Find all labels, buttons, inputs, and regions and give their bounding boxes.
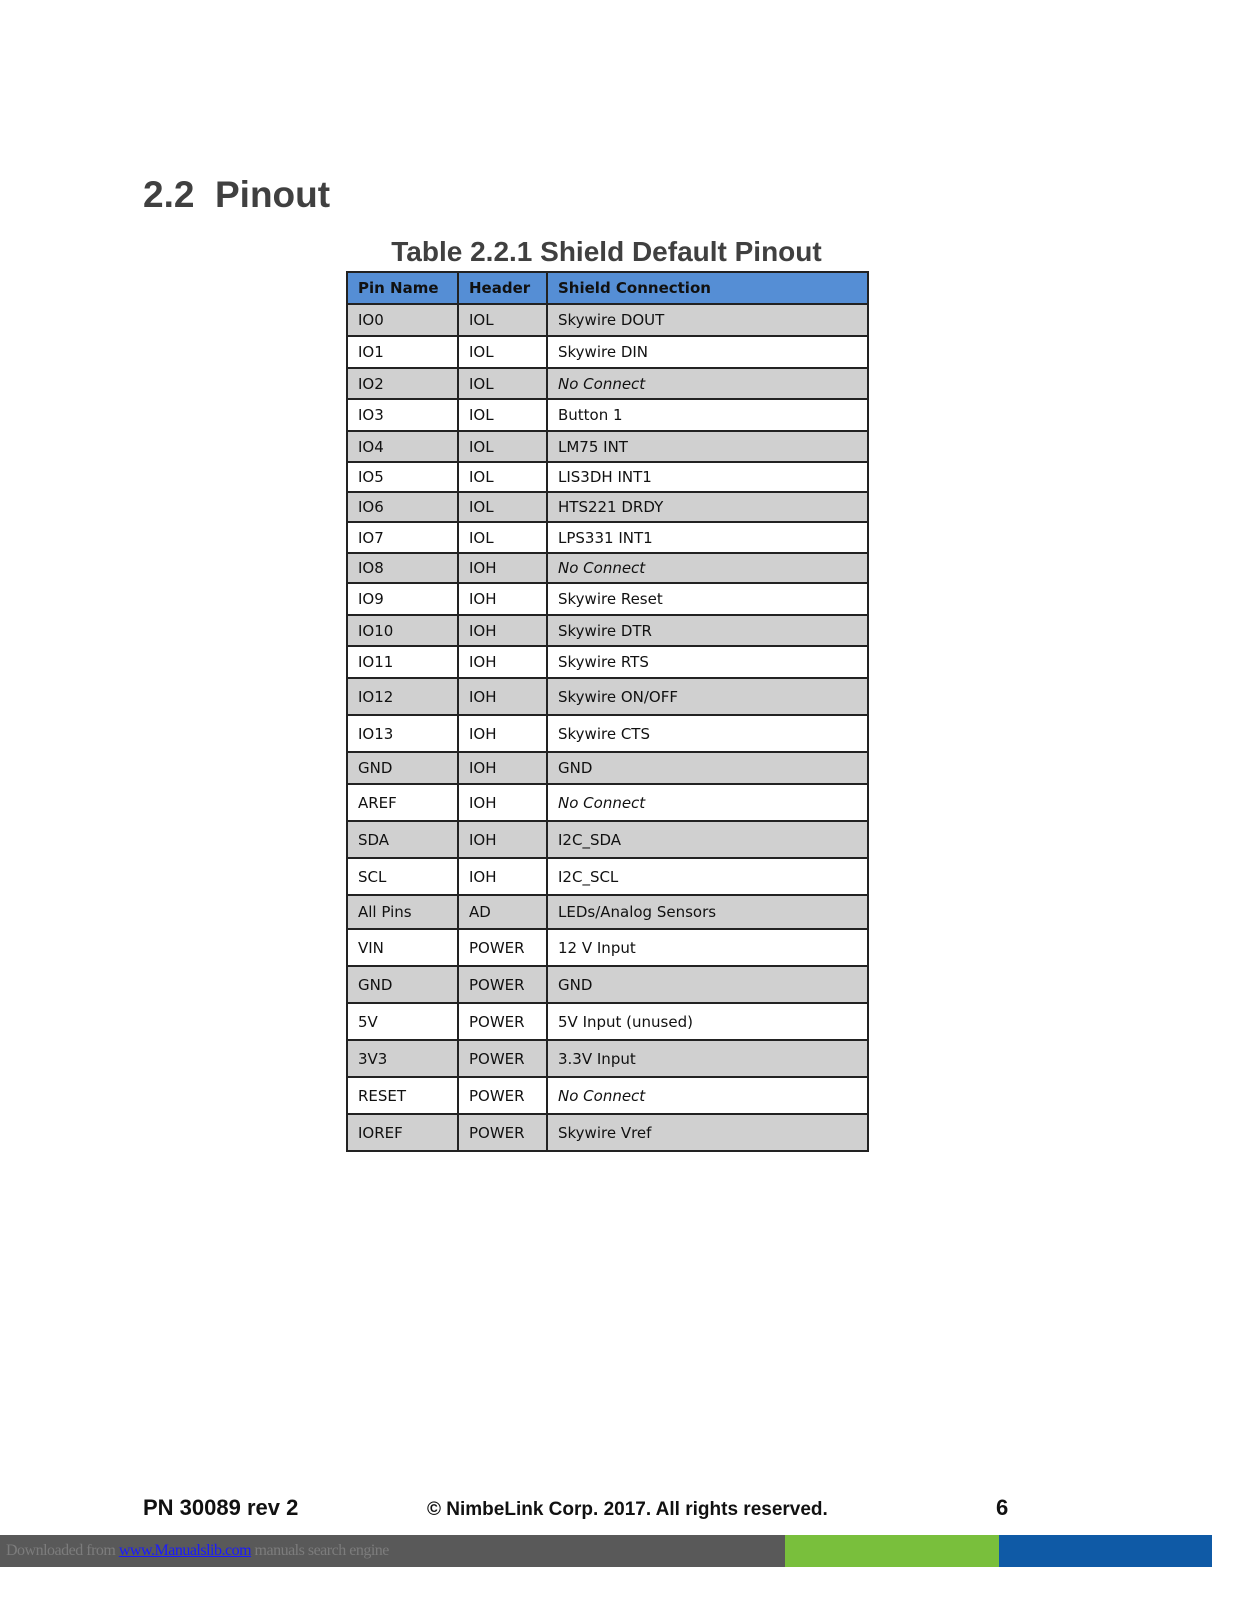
pin-name-cell: IO10 <box>347 615 458 646</box>
pin-name-cell: IO4 <box>347 431 458 462</box>
header-cell: IOH <box>458 553 547 583</box>
pin-name-cell: IO1 <box>347 336 458 368</box>
pinout-table <box>346 271 869 1152</box>
section-heading: 2.2 Pinout <box>143 174 331 215</box>
header-cell: POWER <box>458 966 547 1003</box>
shield-connection-cell: LEDs/Analog Sensors <box>547 895 868 929</box>
pin-name-cell: IO2 <box>347 368 458 399</box>
table-row <box>347 784 868 821</box>
shield-connection-cell: No Connect <box>547 1077 868 1114</box>
page-number: 6 <box>996 1495 1009 1520</box>
column-header-shield-connection: Shield Connection <box>547 272 868 304</box>
shield-connection-cell: No Connect <box>547 553 868 583</box>
table-row <box>347 336 868 368</box>
pin-name-cell: IO9 <box>347 583 458 615</box>
header-cell: IOL <box>458 336 547 368</box>
table-row <box>347 646 868 678</box>
watermark-suffix: manuals search engine <box>251 1542 389 1559</box>
shield-connection-cell: LM75 INT <box>547 431 868 462</box>
table-row <box>347 966 868 1003</box>
table-row <box>347 431 868 462</box>
header-cell: POWER <box>458 1003 547 1040</box>
shield-connection-cell: I2C_SCL <box>547 858 868 895</box>
table-row <box>347 895 868 929</box>
pin-name-cell: IO0 <box>347 304 458 336</box>
header-cell: IOH <box>458 858 547 895</box>
shield-connection-cell: No Connect <box>547 368 868 399</box>
table-row <box>347 929 868 966</box>
table-row <box>347 821 868 858</box>
header-cell: IOL <box>458 399 547 431</box>
table-header-row <box>347 272 868 304</box>
pin-name-cell: 3V3 <box>347 1040 458 1077</box>
column-header-header: Header <box>458 272 547 304</box>
table-row <box>347 615 868 646</box>
pin-name-cell: IO5 <box>347 462 458 492</box>
shield-connection-cell: Skywire CTS <box>547 715 868 752</box>
table-row <box>347 1003 868 1040</box>
shield-connection-cell: Skywire DIN <box>547 336 868 368</box>
table-row <box>347 1040 868 1077</box>
shield-connection-cell: Skywire Reset <box>547 583 868 615</box>
pin-name-cell: IO11 <box>347 646 458 678</box>
header-cell: IOL <box>458 368 547 399</box>
shield-connection-cell: No Connect <box>547 784 868 821</box>
shield-connection-cell: HTS221 DRDY <box>547 492 868 522</box>
header-cell: IOL <box>458 462 547 492</box>
shield-connection-cell: Button 1 <box>547 399 868 431</box>
header-cell: IOL <box>458 431 547 462</box>
header-cell: IOL <box>458 492 547 522</box>
watermark-link[interactable]: www.Manualslib.com <box>118 1542 252 1559</box>
shield-connection-cell: Skywire Vref <box>547 1114 868 1151</box>
footer-bar-green <box>785 1535 999 1567</box>
header-cell: POWER <box>458 1040 547 1077</box>
column-header-pin-name: Pin Name <box>347 272 458 304</box>
pin-name-cell: RESET <box>347 1077 458 1114</box>
table-row <box>347 1077 868 1114</box>
table-row <box>347 752 868 784</box>
pin-name-cell: IOREF <box>347 1114 458 1151</box>
shield-connection-cell: GND <box>547 966 868 1003</box>
pin-name-cell: All Pins <box>347 895 458 929</box>
pin-name-cell: SCL <box>347 858 458 895</box>
header-cell: POWER <box>458 929 547 966</box>
shield-connection-cell: 5V Input (unused) <box>547 1003 868 1040</box>
header-cell: POWER <box>458 1077 547 1114</box>
shield-connection-cell: Skywire ON/OFF <box>547 678 868 715</box>
part-number: PN 30089 rev 2 <box>143 1495 299 1520</box>
header-cell: IOL <box>458 304 547 336</box>
header-cell: IOH <box>458 615 547 646</box>
table-row <box>347 678 868 715</box>
header-cell: AD <box>458 895 547 929</box>
table-row <box>347 553 868 583</box>
header-cell: IOL <box>458 522 547 553</box>
pin-name-cell: GND <box>347 966 458 1003</box>
pin-name-cell: IO7 <box>347 522 458 553</box>
header-cell: IOH <box>458 715 547 752</box>
shield-connection-cell: 3.3V Input <box>547 1040 868 1077</box>
table-row <box>347 715 868 752</box>
header-cell: IOH <box>458 784 547 821</box>
header-cell: POWER <box>458 1114 547 1151</box>
download-watermark <box>6 1542 389 1560</box>
table-caption: Table 2.2.1 Shield Default Pinout <box>391 236 822 267</box>
pin-name-cell: IO3 <box>347 399 458 431</box>
pin-name-cell: IO12 <box>347 678 458 715</box>
pin-name-cell: IO8 <box>347 553 458 583</box>
header-cell: IOH <box>458 583 547 615</box>
pin-name-cell: AREF <box>347 784 458 821</box>
pin-name-cell: SDA <box>347 821 458 858</box>
header-cell: IOH <box>458 646 547 678</box>
pin-name-cell: 5V <box>347 1003 458 1040</box>
shield-connection-cell: 12 V Input <box>547 929 868 966</box>
shield-connection-cell: LIS3DH INT1 <box>547 462 868 492</box>
table-row <box>347 583 868 615</box>
header-cell: IOH <box>458 821 547 858</box>
shield-connection-cell: Skywire DTR <box>547 615 868 646</box>
table-row <box>347 304 868 336</box>
shield-connection-cell: LPS331 INT1 <box>547 522 868 553</box>
shield-connection-cell: I2C_SDA <box>547 821 868 858</box>
pin-name-cell: GND <box>347 752 458 784</box>
pin-name-cell: IO6 <box>347 492 458 522</box>
footer-bar-blue <box>999 1535 1212 1567</box>
table-row <box>347 1114 868 1151</box>
pin-name-cell: VIN <box>347 929 458 966</box>
table-row <box>347 858 868 895</box>
header-cell: IOH <box>458 752 547 784</box>
copyright-notice: © NimbeLink Corp. 2017. All rights reserved. <box>427 1499 828 1520</box>
shield-connection-cell: GND <box>547 752 868 784</box>
table-row <box>347 492 868 522</box>
header-cell: IOH <box>458 678 547 715</box>
pinout-table-body <box>347 304 868 1151</box>
shield-connection-cell: Skywire RTS <box>547 646 868 678</box>
table-row <box>347 462 868 492</box>
table-row <box>347 522 868 553</box>
table-row <box>347 399 868 431</box>
watermark-prefix: Downloaded from <box>6 1542 119 1559</box>
pin-name-cell: IO13 <box>347 715 458 752</box>
shield-connection-cell: Skywire DOUT <box>547 304 868 336</box>
table-row <box>347 368 868 399</box>
